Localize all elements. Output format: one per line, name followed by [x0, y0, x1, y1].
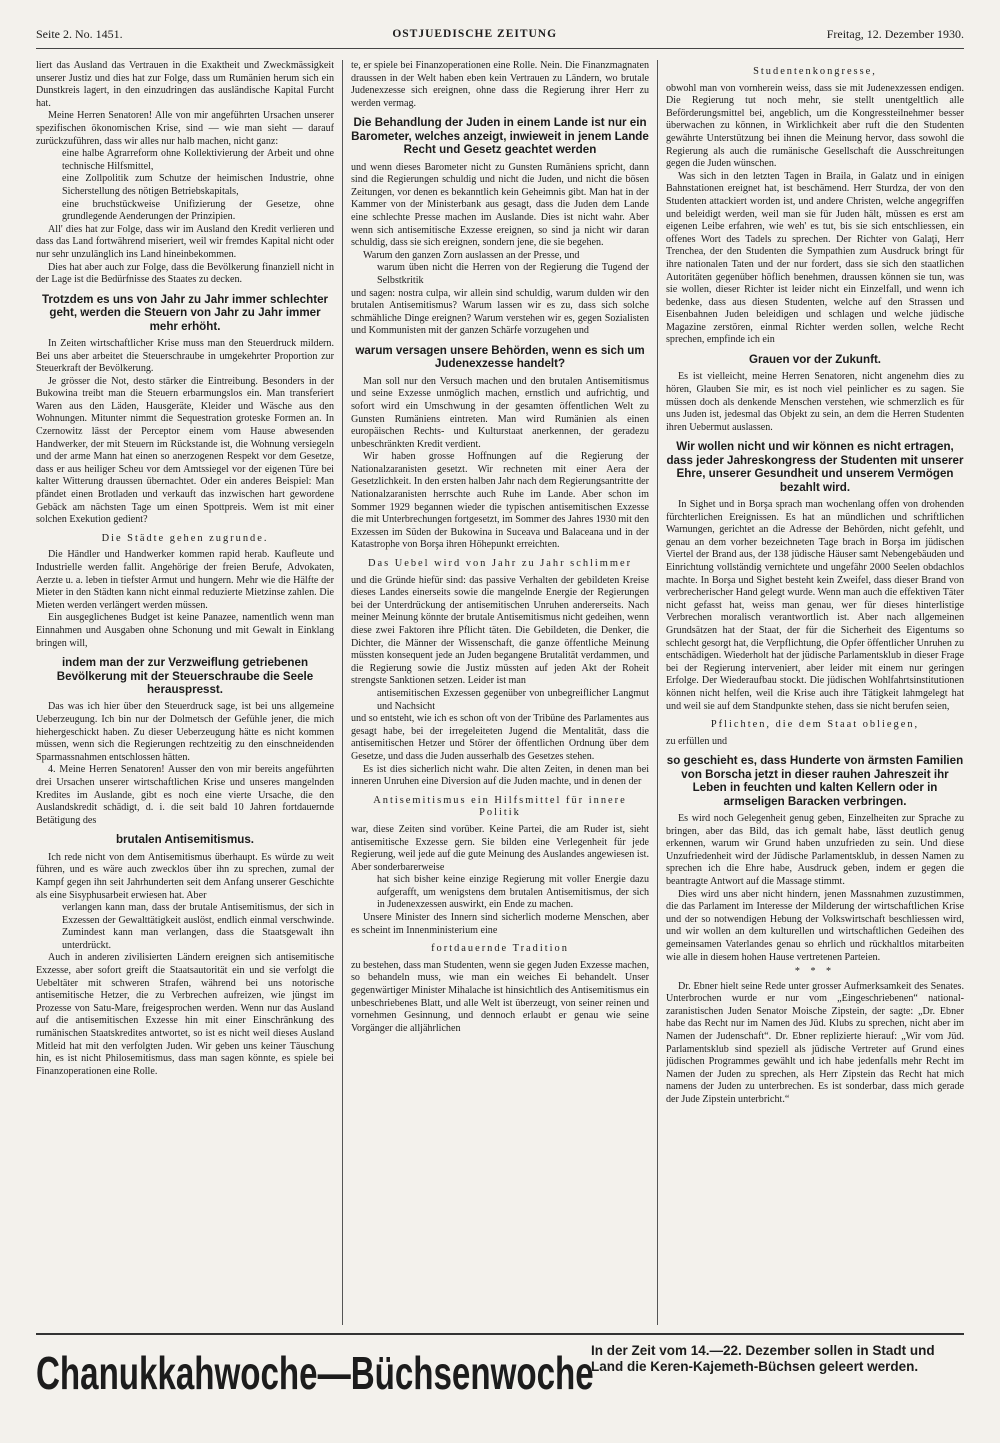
paragraph: eine halbe Agrarreform ohne Kollektivierung der Arbeit und ohne technische Hilfsmittel, — [62, 148, 334, 172]
banner-title: Chanukkahwoche—Büchsenwoche — [36, 1347, 594, 1399]
paragraph: In Zeiten wirtschaftlicher Krise muss man den Steuerdruck mildern. Bei uns aber arbeitet die Steuerschraube in umgekehrter Proportion zur Steuerkraft der Bevölkerung. — [36, 337, 334, 375]
spaced-heading: Das Uebel wird von Jahr zu Jahr schlimmer — [367, 558, 633, 570]
spaced-heading: Die Städte gehen zugrunde. — [101, 532, 269, 544]
subheading: Wir wollen nicht und wir können es nicht ertragen, dass jeder Jahreskongress der Studenten mit unserer Ehre, unserer Gesundheit und unserem Vermögen bezahlt wird. — [666, 440, 964, 494]
issue-date: Freitag, 12. Dezember 1930. — [826, 26, 964, 41]
subheading: Trotzdem es uns von Jahr zu Jahr immer schlechter geht, werden die Steuern von Jahr zu Jahr immer mehr erhöht. — [41, 292, 329, 333]
paragraph: war, diese Zeiten sind vorüber. Keine Partei, die am Ruder ist, sieht antisemitische Exzesse gern. Sie bilden eine Verlegenheit für jede Regierung, weil jede auf die gute Meinung des Auslandes angewiesen ist. Aber sonderbarerweise — [351, 823, 649, 873]
banner-note: In der Zeit vom 14.—22. Dezember sollen in Stadt und Land die Keren-Kajemeth-Büchsen geleert werden. — [591, 1343, 935, 1374]
paragraph: eine Zollpolitik zum Schutze der heimischen Industrie, ohne Sicherstellung des nötigen Betriebskapitals, — [62, 173, 334, 197]
paragraph: zu bestehen, dass man Studenten, wenn sie gegen Juden Exzesse machen, so behandeln muss, wie man ein weiches Ei behandelt. Unser gegenwärtiger Minister Mihalache ist hinsichtlich des Antisemitismus ein unbeschriebenes Blatt, und alle Welt ist überzeugt, von seiner reinen und vornehmen Gesinnung, und dennoch erlaubt er genau wie seine Vorgänger die alljährlichen — [351, 959, 649, 1034]
column-rule — [342, 60, 343, 1325]
paragraph: antisemitischen Exzessen gegenüber von unbegreiflicher Langmut und Nachsicht — [377, 687, 649, 712]
paragraph: Wir haben grosse Hoffnungen auf die Regierung der Nationalzaranisten gesetzt. Wir rechneten mit einer Aera der Gesetzlichkeit. In den ersten halben Jahr nach dem Regierungsantritte der Nationalzaranisten herrschte auch Ruhe im Lande. Aber schon im Sommer 1929 begannen wieder die typischen antisemitischen Exzesse die mit Unterbrechungen fortgesetzt, im Sommer des Jahres 1930 mit den Exzessen im Süden der Bukowina in Suceava und Balaceana und in der Katastrophe von Borşa ihren Höhepunkt erreichten. — [351, 451, 649, 551]
subheading: indem man der zur Verzweiflung getriebenen Bevölkerung mit der Steuerschraube die Seele herauspresst. — [56, 656, 314, 696]
paragraph: Dies hat aber auch zur Folge, dass die Bevölkerung finanziell nicht in der Lage ist die Bedürfnisse des Staates zu decken. — [36, 261, 334, 286]
column-1 — [36, 60, 334, 1325]
paragraph: Dr. Ebner hielt seine Rede unter grosser Aufmerksamkeit des Senates. Unterbrochen wurde er nur vom „Eingeschriebenen“ national-zaranistischen Juden Senator Moische Zipstein, der sagte: „Dr. Ebner habe das Recht nur im Namen des Jüd. Klubs zu sprechen, nicht aber im Namen der Judenschaft“. Dr. Ebner replizierte hierauf: „Wir vom Jüd. Parlamentsklub sind speziell als jüdische Vertreter auf Grund eines jüdischen Programmes gewählt und ich habe jedenfalls mehr Recht im Namen der Juden zu sprechen, als Herr Zipstein das Recht hat mich namens der Juden zu unterbrechen. Es ist sonderbar, dass mich gerade der Jude Zipstein unterbricht.“ — [666, 980, 964, 1106]
paragraph: hat sich bisher keine einzige Regierung mit voller Energie dazu aufgerafft, um wenigstens dem brutalen Antisemitismus, der sich in Judenexzessen auswirkt, ein Ende zu machen. — [377, 874, 649, 911]
newspaper-title: OSTJUEDISCHE ZEITUNG — [392, 28, 558, 40]
section-divider: * * * — [794, 966, 836, 978]
spaced-heading: Antisemitismus ein Hilfsmittel für innere Politik — [373, 794, 627, 819]
spaced-heading: Pflichten, die dem Staat obliegen, — [710, 719, 920, 731]
spaced-heading: fortdauernde Tradition — [431, 943, 569, 955]
paragraph: liert das Ausland das Vertrauen in die Exaktheit und Zweckmässigkeit unserer Justiz und dies hat zur Folge, dass um Rumänien herum sich ein Dunstkreis lagert, in den einzudringen das ausländische Kapital Furcht hat. — [36, 60, 334, 109]
paragraph: All' dies hat zur Folge, dass wir im Ausland den Kredit verlieren und dass das Land fortwährend miseriert, weil wir fremdes Kapital nicht oder nur sehr unzulänglich ins Land hineinbekommen. — [36, 223, 334, 260]
paragraph: verlangen kann man, dass der brutale Antisemitismus, der sich in Exzessen der Gewalttätigkeit auslöst, endlich einmal verschwinde. Zumindest kann man verlangen, dass die Staatsgewalt ihn unterdrückt. — [62, 902, 334, 951]
masthead — [36, 24, 964, 49]
subheading: Die Behandlung der Juden in einem Lande ist nur ein Barometer, welches anzeigt, inwieweit in jenem Lande Recht und Gesetz geachtet werden — [351, 116, 649, 157]
subheading: so geschieht es, dass Hunderte von ärmsten Familien von Borscha jetzt in dieser rauhen Jahreszeit ihr Leben in feuchten und kalten Kellern oder in armseligen Baracken verbringen. — [666, 754, 964, 808]
paragraph: 4. Meine Herren Senatoren! Ausser den von mir bereits angeführten drei Ursachen unserer wirtschaftlichen Krise und unseres mangelnden Kredites im Auslande, gibt es noch eine vierte Ursache, die den Auslandskredit schädigt, d. i. die seit bald 10 Jahren fortdauernde Betätigung des — [36, 764, 334, 826]
column-2 — [351, 60, 649, 1325]
paragraph: warum üben nicht die Herren von der Regierung die Tugend der Selbstkritik — [377, 262, 649, 286]
spaced-heading: Studentenkongresse, — [753, 66, 877, 77]
paragraph: Unsere Minister des Innern sind sicherlich moderne Menschen, aber es scheint im Innenministerium eine — [351, 912, 649, 936]
subheading: Grauen vor der Zukunft. — [748, 353, 882, 367]
paragraph: Das was ich hier über den Steuerdruck sage, ist bei uns allgemeine Ueberzeugung. Ich bin nur der Dolmetsch der Gefühle jener, die mich hiehergeschickt haben. Zu dieser Ueberzeugung hätte es nicht kommen müssen, wenn sich die Regierungen rechtzeitig zu den einschneidenden Sparmassnahmen entschlossen hätten. — [36, 701, 334, 763]
paragraph: Es wird noch Gelegenheit genug geben, Einzelheiten zur Sprache zu bringen, aber das Bild, das ich gemalt habe, lässt deutlich genug erkennen, warum wir Grund haben unzufrieden zu sein. Und diese Unzufriedenheit wird der Jüdische Parlamentsklub, in dessen Namen zu sprechen ich die Ehre habe, Ausdruck geben, indem er gegen die beantragte Antwort auf die Massage stimmt. — [666, 812, 964, 887]
paragraph: zu erfüllen und — [666, 735, 728, 747]
paragraph: Es ist vielleicht, meine Herren Senatoren, nicht angenehm dies zu hören, Glauben Sie mir, es ist noch viel peinlicher es zu sagen. Sie müssen doch als denkende Menschen verstehen, wie schmerzlich es für uns Juden ist, jedesmal das Objekt zu sein, an dem die Herren Studenten ihren Uebermut auslassen. — [666, 371, 964, 433]
footer-advertisement — [36, 1333, 964, 1411]
paragraph: Ich rede nicht von dem Antisemitismus überhaupt. Es würde zu weit führen, und es wäre auch zwecklos über ihn zu sprechen, zumal der Kampf gegen ihn seit Jahrhunderten seit dem Anfang unserer Geschichte als eine Sisyphusarbeit erwiesen hat. Aber — [36, 851, 334, 901]
subheading: brutalen Antisemitismus. — [115, 833, 255, 847]
paragraph: und so entsteht, wie ich es schon oft von der Tribüne des Parlamentes aus gesagt habe, bei der irregeleiteten Jugend die Mentalität, dass die antisemitischen Hetzer und Störer der öffentlichen Ordnung über dem Gesetze, und dass die Juden ausserhalb des Gesetzes stehen. — [351, 713, 649, 762]
paragraph: Was sich in den letzten Tagen in Braila, in Galatz und in einigen Bahnstationen ereignet hat, ist beschämend. Herr Sturdza, der von den Studenten attackiert worden ist, und andere Christen, welche angegriffen und beleidigt werden, weil man sie für Juden hält, müssen es erst am eigenen Leibe erfahren, wie weh' es tut, bis sie sich entschliessen, ein offenes Wort des Tadels zu sprechen. Der Richter von Galaţi, Herr Trenchea, der den Studenten die Sympathien zum Ausdruck bringt für ihre nationalen Taten und der nur fordert, dass sie sich den staatlichen Autoritäten gegenüber höflich benehmen, draussen können sie tun, was sie wollen, dieser Richter ist leider nicht ein Einzelfall, und wenn ich bedenke, dass aus diesen Studenten, welche auf den Strassen und Eisenbahnen Juden beleidigen und schlagen und welche jüdische Magazine zerstören, einmal Richter werden sollen, welche Recht sprechen, empfinde ich ein — [666, 170, 964, 346]
paragraph: Warum den ganzen Zorn auslassen an der Presse, und — [363, 249, 580, 261]
paragraph: Die Händler und Handwerker kommen rapid herab. Kaufleute und Industrielle werden fallit. Angehörige der freien Berufe, Advokaten, Aerzte u. a. leben in tiefster Armut und hungern. Mehr wie die Hälfte der Mieter in den Städten kann nicht einmal reduzierte Mietzinse zahlen. Die Mieten werden verlängert werden müssen. — [36, 549, 334, 611]
paragraph: obwohl man von vornherein weiss, dass sie mit Judenexzessen endigen. Die Regierung tut noch mehr, sie stellt unentgeltlich alle Beförderungsmittel bei, angeblich, um die Kongressteilnehmer besser überwachen zu können, in Wirklichkeit aber ruft die den Studenten gewährte Unterstützung bei ihnen die Meinung hervor, dass sowohl die Regierung als auch die rumänische Gesellschaft die Ausschreitungen gegen die Juden wünschen. — [666, 82, 964, 170]
paragraph: und wenn dieses Barometer nicht zu Gunsten Rumäniens spricht, dann sind die Regierungen schuldig und nicht die Juden, und nicht die bösen Zeitungen, vor denen es bekanntlich kein Geheimnis gibt. Man hat in der Kammer von der Ministerbank aus gesagt, dass die Juden dem Lande eine schlechte Presse machen im Auslande. Dies ist nicht wahr. Aber wenn sich antisemitische Exzesse ereignen, so sind ja nicht wir daran schuldig, dass sie sich ereignen, sondern jene, die sie begehen. — [351, 161, 649, 249]
paragraph: Ein ausgeglichenes Budget ist keine Panazee, namentlich wenn man Einnahmen und Ausgaben ohne Schonung und mit Gewalt in Einklang bringen will, — [36, 612, 334, 649]
paragraph: Auch in anderen zivilisierten Ländern ereignen sich antisemitische Exzesse, aber sofort greift die Staatsautorität ein und sie verfolgt die Uebeltäter mit schweren Strafen, während bei uns notorische antisemitische Hetzer, die zu Verbrechen aufreizen, wie jüngst im Prozesse von Satu-Mare, freigesprochen werden. Wenn nur das Ausland auf die antisemitischen Exzesse hin mit einer Einschränkung des rumänischen Staatskredites antwortet, so ist es nicht weil dieses Ausland Mitleid hat mit den verfolgten Juden. Wir geben uns keiner Täuschung hin, es ist nicht Philosemitismus, dass man sagen könnte, es spiele bei Finanzoperationen eine Rolle. — [36, 952, 334, 1077]
subheading: warum versagen unsere Behörden, wenn es sich um Judenexzesse handelt? — [355, 343, 645, 371]
column-rule — [657, 60, 658, 1325]
article-columns — [36, 60, 964, 1325]
paragraph: eine bruchstückweise Unifizierung der Gesetze, ohne grundlegende Aenderungen der Prinzipien. — [62, 198, 334, 223]
paragraph: und die Gründe hiefür sind: das passive Verhalten der gebildeten Kreise dieses Landes einerseits sowie die mangelnde Energie der Regierungen bei der Unterdrückung der antisemitischen Unruhen andererseits. Nach meiner Meinung könnte der brutale Antisemitismus nicht gedeihen, wenn diese zwei Faktoren ihre Pflicht täten. Die Gebildeten, die Denker, die Dichter, die Männer der Wissenschaft, die ganze öffentliche Meinung müssten konsequent jede an Juden begangene Brutalität verdammen, und die Regierung sowie die Justiz müssten auf jeden Akt der Roheit strengste Sanktionen setzen. Leider ist man — [351, 574, 649, 687]
paragraph: Es ist dies sicherlich nicht wahr. Die alten Zeiten, in denen man bei inneren Unruhen eine Diversion auf die Juden machte, und in denen der — [351, 763, 649, 788]
paragraph: Je grösser die Not, desto stärker die Eintreibung. Besonders in der Bukowina treibt man die Steuern erbarmungslos ein. Man transferiert Waren aus den Läden, Hausgeräte, Kleider und Wäsche aus den Wohnungen. Mitunter nimmt die Sequestration groteske Formen an. In Czernowitz lässt der Perceptor einem vom Hause abwesenden Handwerker, der mit Steuern im Rückstande ist, die Wohnung versiegeln und der arme Mann hat einen so anerzogenen Respekt vor dem Gesetze, dass er aus heiliger Scheu vor dem Amtssiegel vor der eigenen Türe bei kalter Witterung draussen übernachtet. Oder ein anderes Beispiel: Man pfändet einen Brotladen und verkauft das inzwischen hart gewordene Gebäck am nächsten Tage um einen Spottpreis. Wem ist mit einer solchen Exekution gedient? — [36, 375, 334, 526]
paragraph: Man soll nur den Versuch machen und den brutalen Antisemitismus und seine Exzesse unmöglich machen, ernstlich und aufrichtig, und sofort wird ein Umschwung in der gesamten öffentlichen Welt zu Gunsten Rumäniens eintreten. Man wird Rumänien als einen europäischen Rechts- und Kulturstaat anerkennen, der geradezu unbeschränkten Kredit verdient. — [351, 375, 649, 450]
paragraph: te, er spiele bei Finanzoperationen eine Rolle. Nein. Die Finanzmagnaten draussen in der Welt haben eben kein Vertrauen zu Ländern, wo brutale Judenexzesse sich ereignen, ohne dass die Regierung ihrer Herr zu werden vermag. — [351, 60, 649, 109]
paragraph: In Sighet und in Borşa sprach man wochenlang offen von drohenden fürchterlichen Ereignissen. Es hat an mündlichen und schriftlichen Warnungen, gerichtet an die Adresse der Behörden, nicht gefehlt, und genau an dem vorher bezeichneten Tage brach in Borşa im jüdischen Viertel der Brand aus, der 138 jüdische Häuser samt Nebengebäuden und Einrichtung vollständig vernichtete und ungefähr 2000 Seelen obdachlos machte. In Borşa und Sighet besteht kein Zweifel, dass dieser Brand von verbrecherischer Hand gelegt wurde. Wenn man auch die effektiven Täter nicht gefasst hat, weiss man genau, wer für dieses hinterlistige Verbrechen moralisch verantwortlich ist. Aber nach allgemeinen Grundsätzen hat der Staat, der für die Sicherheit des Eigentums so schlecht gesorgt hat, die Verpflichtung, die Opfer öffentlicher Unruhen zu entschädigen. Wiederholt hat der jüdische Parlamentsklub in dieser Frage bei der Regierung interveniert, aber leider mit einem nur geringen Erfolge. Der Wiederaufbau stockt. Die jüdischen Wohlfahrtsinstitutionen können nicht helfen, weil die Krise auch ihre Tätigkeit lahmgelegt hat und weil sie auf dem Standpunkte stehen, dass sie nicht berufen seien, — [666, 499, 964, 712]
paragraph: Dies wird uns aber nicht hindern, jenen Massnahmen zuzustimmen, die das Parlament im Interesse der Milderung der wirtschaftlichen Krise und der so notwendigen Hebung der Volkswirtschaft beschliessen wird, und wir wollen an dem kulturellen und wirtschaftlichen Gedeihen des gemeinsamen Vaterlandes genau so ehrlich und rückhaltlos mitarbeiten wie alle in diesem hohen Hause vertretenen Parteien. — [666, 888, 964, 963]
paragraph: Meine Herren Senatoren! Alle von mir angeführten Ursachen unserer spezifischen ökonomischen Krise, sind — wie man sieht — darauf zurückzuführen, dass wir alles nur halb machen, nicht ganz: — [36, 110, 334, 147]
paragraph: und sagen: nostra culpa, wir allein sind schuldig, warum dulden wir den brutalen Antisemitismus? Warum lassen wir es zu, dass sich solche schmähliche Dinge ereignen? Warum verstehen wir es, gegen Sozialisten und Kommunisten mit der ganzen Schärfe vorzugehen und — [351, 287, 649, 337]
column-3 — [666, 60, 964, 1325]
page-number: Seite 2. No. 1451. — [36, 26, 123, 41]
